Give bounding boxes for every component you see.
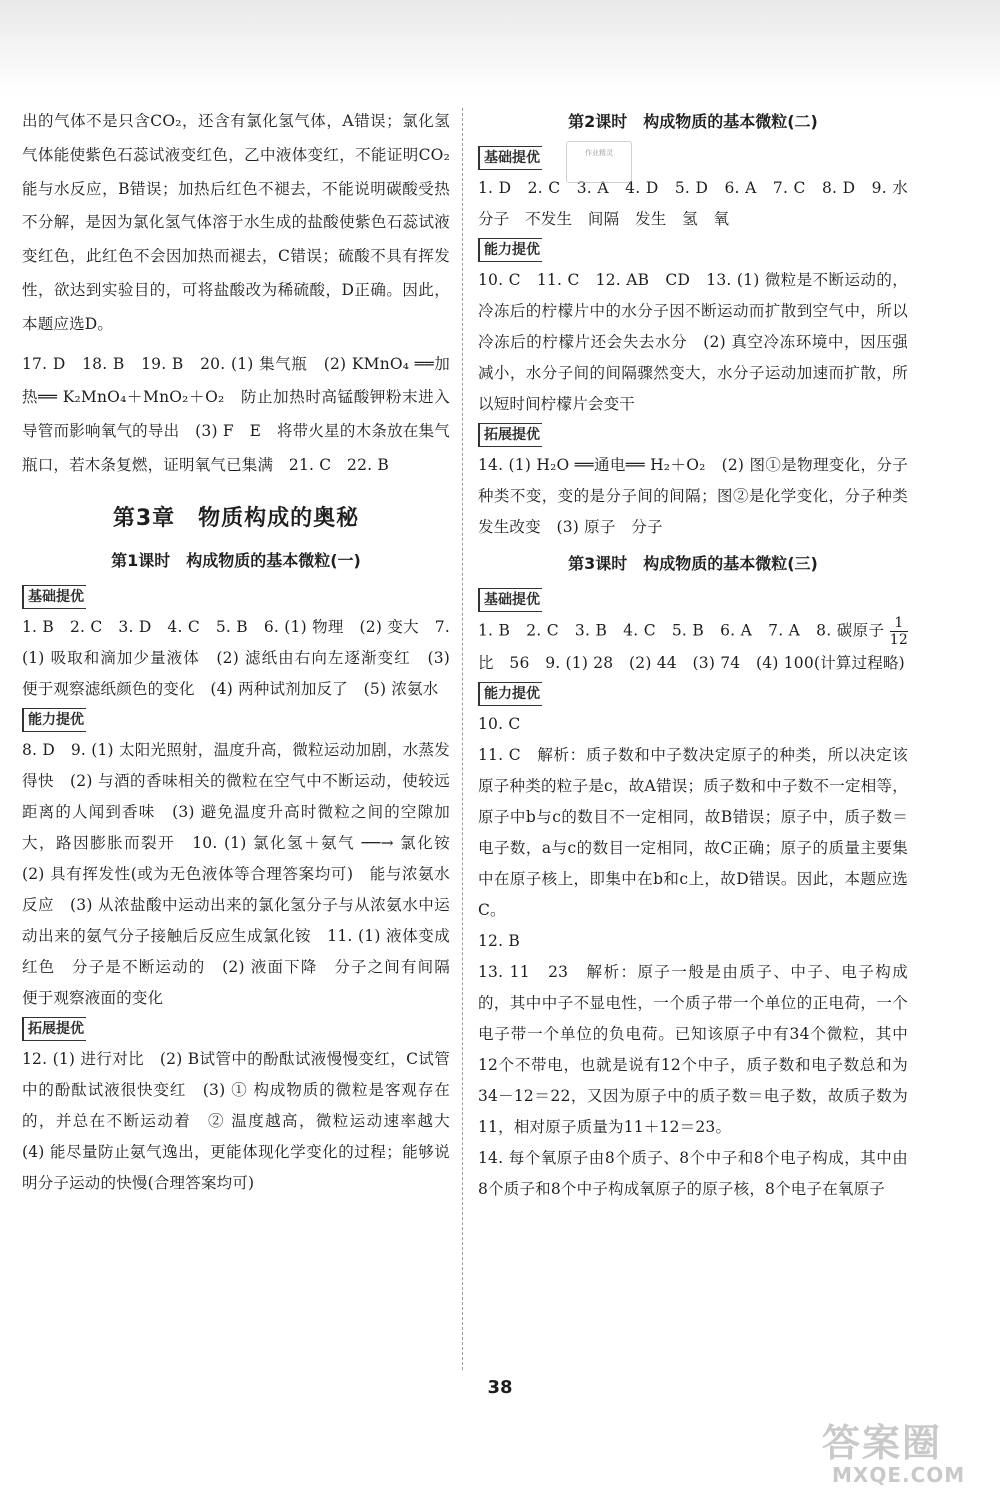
left-column bbox=[22, 105, 466, 1199]
answer-12: 12. B bbox=[478, 932, 520, 950]
stamp-logo: 作业精灵 bbox=[566, 141, 632, 183]
fraction-one-twelfth: $\frac{1}{12}$ bbox=[889, 615, 908, 648]
section-tag-extension: 拓展提优 bbox=[478, 420, 908, 450]
watermark-logo: 答案圈 MXQE.COM bbox=[822, 1421, 966, 1487]
section-tag-basic: 基础提优 bbox=[478, 143, 908, 173]
chapter-title: 第3章 物质构成的奥秘 bbox=[112, 505, 360, 531]
section-tag-basic: 基础提优 bbox=[478, 585, 908, 615]
lesson-2-basic-answers: 1. D 2. C 3. A 4. D 5. D 6. A 7. C 8. D 9. 水分子 不发生 间隔 发生 氢 氧 bbox=[478, 179, 908, 228]
answer-16-continued: 出的气体不是只含CO₂，还含有氯化氢气体，A错误；氯化氢气体能使紫色石蕊试液变红色，乙中液体变红，不能证明CO₂能与水反应，B错误；加热后红色不褪去，不能说明碳酸受热不分解，是因为氯化氢气体溶于水生成的盐酸使紫色石蕊试液变红色，此红色不会因加热而褪去，C错误；硫酸不具有挥发性，欲达到实验目的，可将盐酸改为稀硫酸，D正确。因此，本题应选D。 bbox=[22, 112, 450, 333]
lesson-2-extension-answers: 14. (1) H₂O ══通电══ H₂＋O₂ (2) 图①是物理变化，分子种类不变，变的是分子间的间隔；图②是化学变化，分子种类发生改变 (3) 原子 分子 bbox=[478, 456, 908, 536]
lesson-2-ability-answers: 10. C 11. C 12. AB CD 13. (1) 微粒是不断运动的，冷冻后的柠檬片中的水分子因不断运动而扩散到空气中，所以冷冻后的柠檬片还会失去水分 (2) 真空冷冻环境中，因压强减小，水分子间的间隔骤然变大，水分子运动加速而扩散，所以短时间柠檬片会变干 bbox=[478, 271, 908, 413]
scan-top-shadow bbox=[0, 0, 1000, 95]
lesson-3-basic-line-1: 1. B 2. C 3. B 4. C 5. B 6. A 7. A 8. 碳原子 bbox=[478, 621, 885, 640]
section-tag-basic: 基础提优 bbox=[22, 582, 450, 612]
section-tag-ability: 能力提优 bbox=[22, 705, 450, 735]
answers-17-22: 17. D 18. B 19. B 20. (1) 集气瓶 (2) KMnO₄ ══加热══ K₂MnO₄＋MnO₂＋O₂ 防止加热时高锰酸钾粉末进入导管而影响氧气的导出 (3) F E 将带火星的木条放在集气瓶口，若木条复燃，证明氧气已集满 21. C 22. B bbox=[22, 354, 450, 474]
page-number: 38 bbox=[487, 1377, 513, 1398]
lesson-1-ability-answers: 8. D 9. (1) 太阳光照射，温度升高，微粒运动加剧，水蒸发得快 (2) 与酒的香味相关的微粒在空气中不断运动，使较远距离的人闻到香味 (3) 避免温度升高时微粒之间的空隙加大，路因膨胀而裂开 10. (1) 氯化氢＋氨气 ──→ 氯化铵 (2) 具有挥发性(或为无色液体等合理答案均可) 能与浓氨水反应 (3) 从浓盐酸中运动出来的氯化氢分子与从浓氨水中运动出来的氨气分子接触后反应生成氯化铵 11. (1) 液体变成红色 分子是不断运动的 (2) 液面下降 分子之间有间隔 便于观察液面的变化 bbox=[22, 740, 466, 1007]
lesson-2-title: 第2课时 构成物质的基本微粒(二) bbox=[568, 112, 818, 131]
lesson-1-basic-answers: 1. B 2. C 3. D 4. C 5. B 6. (1) 物理 (2) 变大 7. (1) 吸取和滴加少量液体 (2) 滤纸由右向左逐渐变红 (3) 便于观察滤纸颜色的变化 (4) 两种试剂加反了 (5) 浓氨水 bbox=[22, 617, 450, 698]
column-divider bbox=[462, 108, 463, 1370]
answer-14: 14. 每个氧原子由8个质子、8个中子和8个电子构成，其中由8个质子和8个中子构成氧原子的原子核，8个电子在氧原子 bbox=[478, 1149, 908, 1198]
section-tag-ability: 能力提优 bbox=[478, 679, 908, 709]
answer-10: 10. C bbox=[478, 715, 521, 733]
section-tag-ability: 能力提优 bbox=[478, 235, 908, 265]
lesson-3-title: 第3课时 构成物质的基本微粒(三) bbox=[568, 554, 818, 573]
lesson-1-title: 第1课时 构成物质的基本微粒(一) bbox=[111, 550, 361, 570]
section-tag-extension: 拓展提优 bbox=[22, 1014, 450, 1044]
answer-13: 13. 11 23 解析：原子一般是由质子、中子、电子构成的，其中中子不显电性，一个质子带一个单位的正电荷，一个电子带一个单位的负电荷。已知该原子中有34个微粒，其中12个不带电，也就是说有12个中子，质子数和电子数总和为34－12＝22，又因为原子中的质子数＝电子数，故质子数为11，相对原子质量为11＋12＝23。 bbox=[478, 963, 908, 1136]
lesson-3-basic-answers bbox=[478, 615, 908, 679]
lesson-1-extension-answers: 12. (1) 进行对比 (2) B试管中的酚酞试液慢慢变红，C试管中的酚酞试液很快变红 (3) ① 构成物质的微粒是客观存在的，并总在不断运动着 ② 温度越高，微粒运动速率越大 (4) 能尽量防止氨气逸出，更能体现化学变化的过程；能够说明分子运动的快慢(合理答案均可) bbox=[22, 1049, 466, 1192]
answer-11: 11. C 解析：质子数和中子数决定原子的种类，所以决定该原子种类的粒子是c，故A错误；质子数和中子数不一定相等，原子中b与c的数目不一定相同，故B错误；原子中，质子数＝电子数，a与c的数目一定相同，故C正确；原子的质量主要集中在原子核上，即集中在b和c上，故D错误。因此，本题应选C。 bbox=[478, 746, 908, 919]
lesson-3-basic-line-2: 比 56 9. (1) 28 (2) 44 (3) 74 (4) 100(计算过程略) bbox=[478, 654, 905, 672]
right-column bbox=[478, 105, 908, 1205]
